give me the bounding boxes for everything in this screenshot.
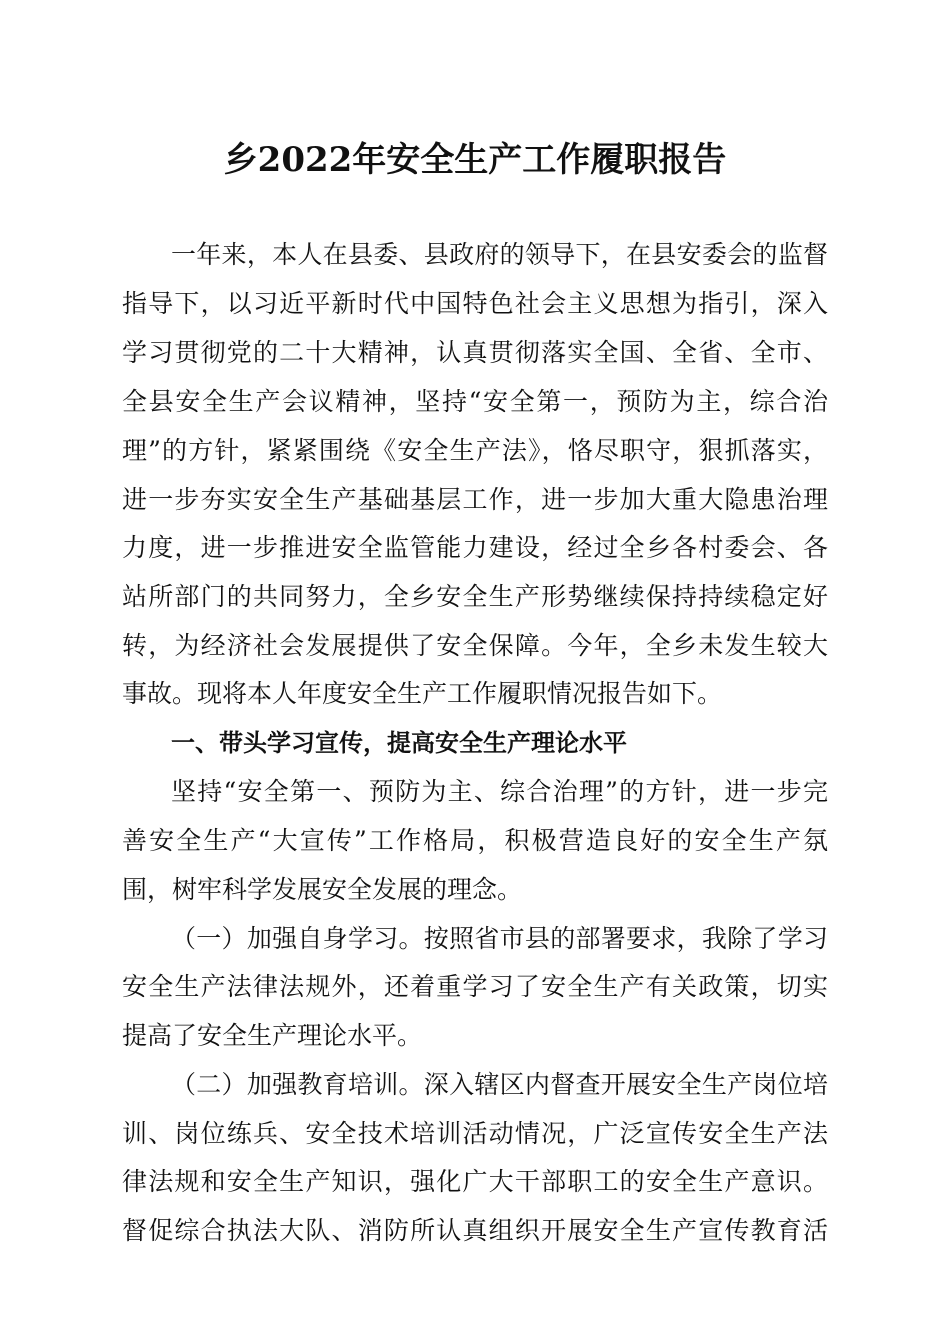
paragraph-line: 指导下，以习近平新时代中国特色社会主义思想为指引，深入 <box>122 289 828 318</box>
paragraph-line: 督促综合执法大队、消防所认真组织开展安全生产宣传教育活 <box>122 1216 828 1245</box>
paragraph-line: 力度，进一步推进安全监管能力建设，经过全乡各村委会、各 <box>122 533 828 562</box>
paragraph-line: 善安全生产“大宣传”工作格局，积极营造良好的安全生产氛 <box>122 826 828 855</box>
section-heading: 一、带头学习宣传，提高安全生产理论水平 <box>171 729 627 757</box>
paragraph-line: 提高了安全生产理论水平。 <box>122 1021 423 1050</box>
paragraph-line: （一）加强自身学习。按照省市县的部署要求，我除了学习 <box>171 924 828 953</box>
paragraph-line: 训、岗位练兵、安全技术培训活动情况，广泛宣传安全生产法 <box>122 1119 828 1148</box>
paragraph-line: 进一步夯实安全生产基础基层工作，进一步加大重大隐患治理 <box>122 485 828 514</box>
paragraph-line: 全县安全生产会议精神，坚持“安全第一，预防为主，综合治 <box>122 387 828 416</box>
paragraph-line: 转，为经济社会发展提供了安全保障。今年，全乡未发生较大 <box>122 631 828 660</box>
paragraph-line: （二）加强教育培训。深入辖区内督查开展安全生产岗位培 <box>171 1070 828 1099</box>
paragraph-line: 安全生产法律法规外，还着重学习了安全生产有关政策，切实 <box>122 972 828 1001</box>
paragraph-line: 学习贯彻党的二十大精神，认真贯彻落实全国、全省、全市、 <box>122 338 828 367</box>
paragraph-line: 律法规和安全生产知识，强化广大干部职工的安全生产意识。 <box>122 1167 828 1196</box>
paragraph-line: 坚持“安全第一、预防为主、综合治理”的方针，进一步完 <box>171 777 828 806</box>
paragraph-line: 围，树牢科学发展安全发展的理念。 <box>122 875 523 904</box>
paragraph-line: 一年来，本人在县委、县政府的领导下，在县安委会的监督 <box>171 240 828 269</box>
document-title: 乡2022年安全生产工作履职报告 <box>223 140 727 180</box>
paragraph-line: 站所部门的共同努力，全乡安全生产形势继续保持持续稳定好 <box>122 582 828 611</box>
paragraph-line: 事故。现将本人年度安全生产工作履职情况报告如下。 <box>122 679 723 708</box>
paragraph-line: 理”的方针，紧紧围绕《安全生产法》，恪尽职守，狠抓落实， <box>122 436 828 465</box>
